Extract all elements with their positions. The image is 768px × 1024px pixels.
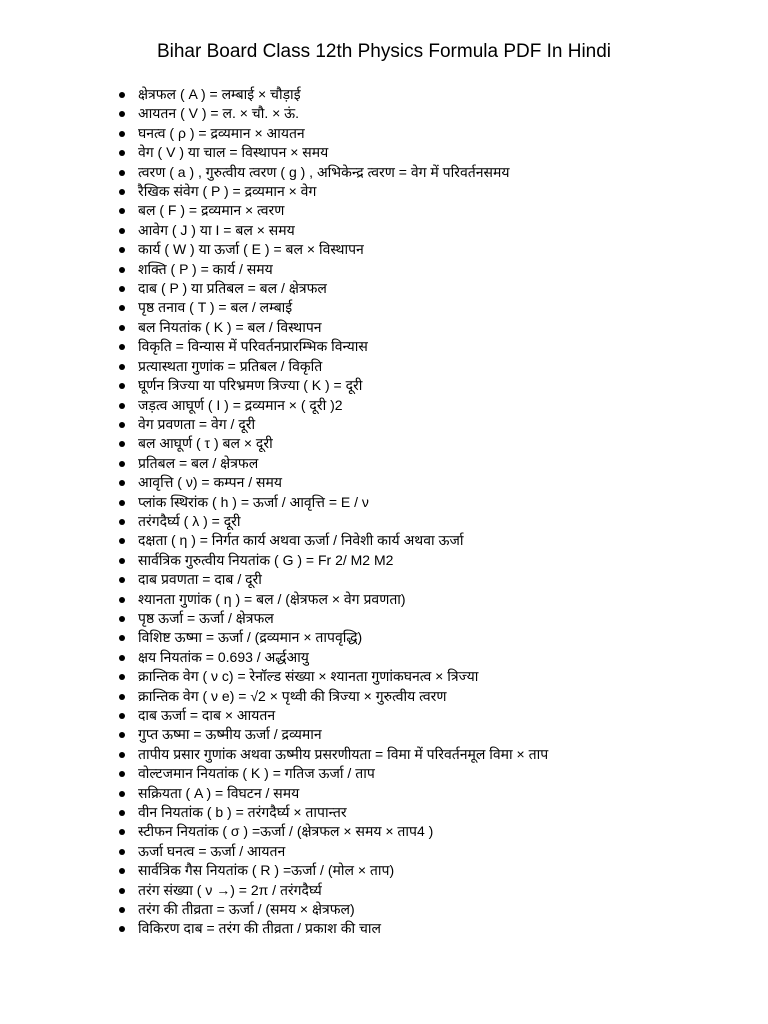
bullet-icon xyxy=(119,344,125,350)
formula-text: बल नियतांक ( K ) = बल / विस्थापन xyxy=(138,318,322,335)
bullet-icon xyxy=(119,228,125,234)
bullet-icon xyxy=(119,907,125,913)
bullet-icon xyxy=(119,732,125,738)
formula-item xyxy=(0,298,548,317)
bullet-icon xyxy=(119,713,125,719)
formula-text: दाब ऊर्जा = दाब × आयतन xyxy=(138,707,276,723)
formula-text: कार्य ( W ) या ऊर्जा ( E ) = बल × विस्थापन xyxy=(138,241,364,258)
bullet-icon xyxy=(119,849,125,855)
bullet-icon xyxy=(119,655,125,661)
formula-item xyxy=(0,648,548,667)
formula-item xyxy=(0,881,548,900)
formula-text: घनत्व ( ρ ) = द्रव्यमान × आयतन xyxy=(138,124,305,141)
formula-item xyxy=(0,551,548,570)
formula-text: स्टीफन नियतांक ( σ ) =ऊर्जा / (क्षेत्रफल × समय × ताप4 ) xyxy=(138,823,434,840)
formula-text: प्रत्यास्थता गुणांक = प्रतिबल / विकृति xyxy=(138,357,323,374)
formula-item xyxy=(0,201,548,220)
bullet-icon xyxy=(119,111,125,117)
bullet-icon xyxy=(119,694,125,700)
formula-item xyxy=(0,861,548,880)
formula-text: ऊर्जा घनत्व = ऊर्जा / आयतन xyxy=(138,842,286,859)
bullet-icon xyxy=(119,441,125,447)
formula-text: आवेग ( J ) या I = बल × समय xyxy=(138,221,295,238)
formula-item xyxy=(0,803,548,822)
formula-item xyxy=(0,182,548,201)
bullet-icon xyxy=(119,597,125,603)
formula-text: वेग प्रवणता = वेग / दूरी xyxy=(138,415,256,432)
bullet-icon xyxy=(119,305,125,311)
formula-item xyxy=(0,318,548,337)
formula-item xyxy=(0,376,548,395)
formula-item xyxy=(0,415,548,434)
bullet-icon xyxy=(119,170,125,176)
bullet-icon xyxy=(119,558,125,564)
formula-item xyxy=(0,240,548,259)
formula-item xyxy=(0,104,548,123)
formula-text: आयतन ( V ) = ल. × चौ. × ऊं. xyxy=(138,105,300,122)
formula-item xyxy=(0,706,548,725)
formula-text: तरंग संख्या ( ν →) = 2π / तरंगदैर्घ्य xyxy=(138,881,322,898)
formula-text: बल ( F ) = द्रव्यमान × त्वरण xyxy=(138,202,285,219)
formula-item xyxy=(0,628,548,647)
formula-item xyxy=(0,745,548,764)
bullet-icon xyxy=(119,422,125,428)
formula-text: तरंगदैर्घ्य ( λ ) = दूरी xyxy=(138,512,241,529)
bullet-icon xyxy=(119,577,125,583)
formula-text: विकृति = विन्यास में परिवर्तनप्रारम्भिक विन्यास xyxy=(138,338,368,355)
bullet-icon xyxy=(119,267,125,273)
formula-text: तापीय प्रसार गुणांक अथवा ऊष्मीय प्रसरणीयता = विमा में परिवर्तनमूल विमा × ताप xyxy=(138,745,549,762)
formula-text: गुप्त ऊष्मा = ऊष्मीय ऊर्जा / द्रव्यमान xyxy=(138,726,322,743)
bullet-icon xyxy=(119,926,125,932)
formula-text: रैखिक संवेग ( P ) = द्रव्यमान × वेग xyxy=(138,183,317,200)
formula-text: विशिष्ट ऊष्मा = ऊर्जा / (द्रव्यमान × तापवृद्धि) xyxy=(138,629,363,646)
bullet-icon xyxy=(119,383,125,389)
formula-item xyxy=(0,784,548,803)
formula-item xyxy=(0,822,548,841)
formula-item xyxy=(0,454,548,473)
bullet-icon xyxy=(119,635,125,641)
formula-text: दक्षता ( η ) = निर्गत कार्य अथवा ऊर्जा / निवेशी कार्य अथवा ऊर्जा xyxy=(138,532,464,549)
bullet-icon xyxy=(119,150,125,156)
bullet-icon xyxy=(119,325,125,331)
bullet-icon xyxy=(119,752,125,758)
formula-item xyxy=(0,357,548,376)
formula-text: दाब प्रवणता = दाब / दूरी xyxy=(138,571,262,588)
formula-item xyxy=(0,512,548,531)
formula-item xyxy=(0,609,548,628)
formula-item xyxy=(0,531,548,550)
bullet-icon xyxy=(119,868,125,874)
bullet-icon xyxy=(119,888,125,894)
formula-text: क्षय नियतांक = 0.693 / अर्द्धआयु xyxy=(138,648,309,665)
formula-text: सार्वत्रिक गैस नियतांक ( R ) =ऊर्जा / (मोल × ताप) xyxy=(138,862,395,879)
formula-text: वेग ( V ) या चाल = विस्थापन × समय xyxy=(138,144,329,161)
formula-item xyxy=(0,396,548,415)
formula-text: श्यानता गुणांक ( η ) = बल / (क्षेत्रफल × वेग प्रवणता) xyxy=(138,590,406,607)
page-title: Bihar Board Class 12th Physics Formula PDF In Hindi xyxy=(156,41,612,62)
bullet-icon xyxy=(119,403,125,409)
formula-item xyxy=(0,221,548,240)
formula-text: वीन नियतांक ( b ) = तरंगदैर्घ्य × तापान्तर xyxy=(138,804,347,821)
formula-text: क्रान्तिक वेग ( ν e) = √2 × पृथ्वी की त्रिज्या × गुरुत्वीय त्वरण xyxy=(138,687,447,704)
bullet-icon xyxy=(119,616,125,622)
formula-text: बल आघूर्ण ( τ ) बल × दूरी xyxy=(138,435,273,452)
formula-item xyxy=(0,725,548,744)
formula-text: क्षेत्रफल ( A ) = लम्बाई × चौड़ाई xyxy=(138,86,301,102)
bullet-icon xyxy=(119,480,125,486)
formula-item xyxy=(0,687,548,706)
formula-item xyxy=(0,163,548,182)
formula-item xyxy=(0,570,548,589)
formula-item xyxy=(0,85,548,104)
formula-text: पृष्ठ तनाव ( T ) = बल / लम्बाई xyxy=(138,299,293,316)
formula-text: पृष्ठ ऊर्जा = ऊर्जा / क्षेत्रफल xyxy=(138,609,274,626)
bullet-icon xyxy=(119,771,125,777)
formula-text: वोल्टजमान नियतांक ( K ) = गतिज ऊर्जा / ताप xyxy=(138,765,375,782)
bullet-icon xyxy=(119,674,125,680)
bullet-icon xyxy=(119,500,125,506)
formula-text: सार्वत्रिक गुरुत्वीय नियतांक ( G ) = Fr 2/ M2 M2 xyxy=(138,551,394,568)
bullet-icon xyxy=(119,131,125,137)
bullet-icon xyxy=(119,92,125,98)
bullet-icon xyxy=(119,791,125,797)
formula-text: विकिरण दाब = तरंग की तीव्रता / प्रकाश की चाल xyxy=(138,920,381,937)
formula-list xyxy=(0,85,548,939)
formula-item xyxy=(0,590,548,609)
formula-text: प्रतिबल = बल / क्षेत्रफल xyxy=(138,454,259,471)
bullet-icon xyxy=(119,208,125,214)
formula-item xyxy=(0,279,548,298)
formula-text: प्लांक स्थिरांक ( h ) = ऊर्जा / आवृत्ति = E / ν xyxy=(138,493,369,510)
formula-item xyxy=(0,493,548,512)
formula-text: आवृत्ति ( ν) = कम्पन / समय xyxy=(138,474,283,491)
bullet-icon xyxy=(119,364,125,370)
formula-item xyxy=(0,260,548,279)
bullet-icon xyxy=(119,810,125,816)
formula-text: तरंग की तीव्रता = ऊर्जा / (समय × क्षेत्रफल) xyxy=(138,901,355,918)
formula-item xyxy=(0,667,548,686)
formula-item xyxy=(0,143,548,162)
formula-item xyxy=(0,124,548,143)
formula-item xyxy=(0,473,548,492)
formula-text: शक्ति ( P ) = कार्य / समय xyxy=(138,260,273,277)
bullet-icon xyxy=(119,247,125,253)
bullet-icon xyxy=(119,519,125,525)
bullet-icon xyxy=(119,538,125,544)
formula-text: घूर्णन त्रिज्या या परिभ्रमण त्रिज्या ( K ) = दूरी xyxy=(138,377,363,394)
formula-text: सक्रियता ( A ) = विघटन / समय xyxy=(138,784,300,801)
bullet-icon xyxy=(119,461,125,467)
formula-item xyxy=(0,434,548,453)
formula-text: त्वरण ( a ) , गुरुत्वीय त्वरण ( g ) , अभिकेन्द्र त्वरण = वेग में परिवर्तनसमय xyxy=(138,163,510,180)
formula-item xyxy=(0,900,548,919)
formula-item xyxy=(0,842,548,861)
formula-text: क्रान्तिक वेग ( ν c) = रेनॉल्ड संख्या × श्यानता गुणांकघनत्व × त्रिज्या xyxy=(138,668,479,685)
formula-item xyxy=(0,764,548,783)
bullet-icon xyxy=(119,189,125,195)
formula-text: दाब ( P ) या प्रतिबल = बल / क्षेत्रफल xyxy=(138,280,327,297)
bullet-icon xyxy=(119,286,125,292)
formula-item xyxy=(0,919,548,938)
bullet-icon xyxy=(119,829,125,835)
formula-item xyxy=(0,337,548,356)
formula-text: जड़त्व आघूर्ण ( I ) = द्रव्यमान × ( दूरी )2 xyxy=(138,396,343,413)
